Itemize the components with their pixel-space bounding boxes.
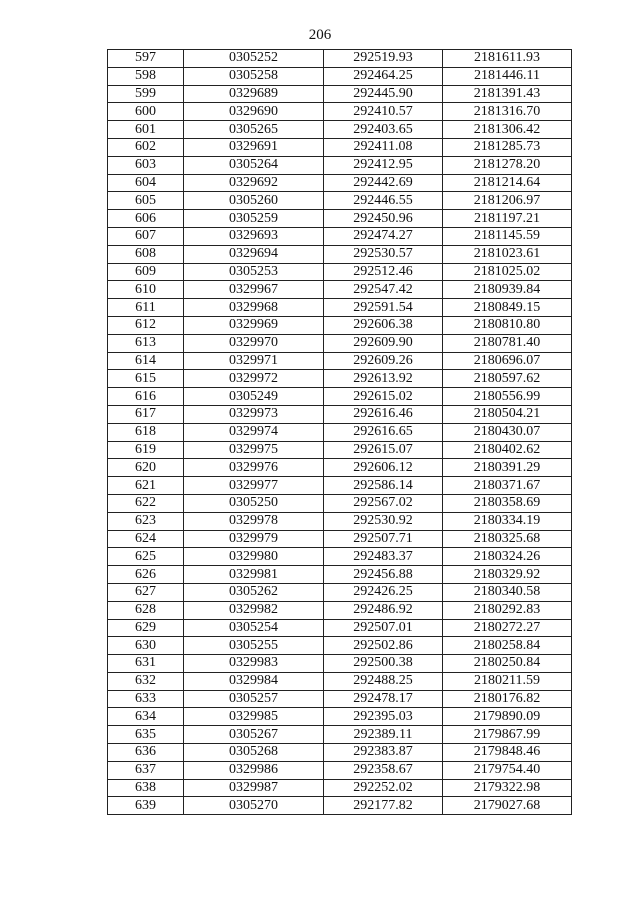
row-index-cell: 603	[108, 156, 184, 174]
point-id-cell: 0305257	[184, 690, 324, 708]
y-coordinate-cell: 2180292.83	[443, 601, 572, 619]
x-coordinate-cell: 292586.14	[324, 477, 443, 495]
point-id-cell: 0329694	[184, 245, 324, 263]
row-index-cell: 622	[108, 494, 184, 512]
coordinates-table	[107, 49, 572, 815]
row-index-cell: 626	[108, 566, 184, 584]
point-id-cell: 0329977	[184, 477, 324, 495]
x-coordinate-cell: 292474.27	[324, 227, 443, 245]
point-id-cell: 0329976	[184, 459, 324, 477]
table-row	[108, 388, 572, 406]
point-id-cell: 0329985	[184, 708, 324, 726]
y-coordinate-cell: 2180211.59	[443, 672, 572, 690]
row-index-cell: 609	[108, 263, 184, 281]
y-coordinate-cell: 2179322.98	[443, 779, 572, 797]
row-index-cell: 624	[108, 530, 184, 548]
row-index-cell: 598	[108, 67, 184, 85]
table-row	[108, 316, 572, 334]
x-coordinate-cell: 292426.25	[324, 583, 443, 601]
y-coordinate-cell: 2180402.62	[443, 441, 572, 459]
y-coordinate-cell: 2179754.40	[443, 761, 572, 779]
table-row	[108, 672, 572, 690]
x-coordinate-cell: 292456.88	[324, 566, 443, 584]
y-coordinate-cell: 2180176.82	[443, 690, 572, 708]
row-index-cell: 611	[108, 299, 184, 317]
y-coordinate-cell: 2180556.99	[443, 388, 572, 406]
table-row	[108, 477, 572, 495]
row-index-cell: 613	[108, 334, 184, 352]
table-row	[108, 459, 572, 477]
x-coordinate-cell: 292616.46	[324, 405, 443, 423]
y-coordinate-cell: 2180358.69	[443, 494, 572, 512]
point-id-cell: 0329969	[184, 316, 324, 334]
table-row	[108, 761, 572, 779]
row-index-cell: 610	[108, 281, 184, 299]
table-row	[108, 156, 572, 174]
point-id-cell: 0305267	[184, 726, 324, 744]
point-id-cell: 0329692	[184, 174, 324, 192]
row-index-cell: 614	[108, 352, 184, 370]
table-row	[108, 67, 572, 85]
point-id-cell: 0329974	[184, 423, 324, 441]
y-coordinate-cell: 2180939.84	[443, 281, 572, 299]
x-coordinate-cell: 292483.37	[324, 548, 443, 566]
y-coordinate-cell: 2180340.58	[443, 583, 572, 601]
point-id-cell: 0305268	[184, 744, 324, 762]
table-row	[108, 744, 572, 762]
row-index-cell: 638	[108, 779, 184, 797]
point-id-cell: 0305258	[184, 67, 324, 85]
table-row	[108, 655, 572, 673]
point-id-cell: 0305254	[184, 619, 324, 637]
table-row	[108, 352, 572, 370]
x-coordinate-cell: 292502.86	[324, 637, 443, 655]
row-index-cell: 639	[108, 797, 184, 815]
table-row	[108, 103, 572, 121]
x-coordinate-cell: 292615.07	[324, 441, 443, 459]
row-index-cell: 628	[108, 601, 184, 619]
y-coordinate-cell: 2180696.07	[443, 352, 572, 370]
row-index-cell: 600	[108, 103, 184, 121]
table-row	[108, 299, 572, 317]
x-coordinate-cell: 292530.92	[324, 512, 443, 530]
table-row	[108, 548, 572, 566]
y-coordinate-cell: 2180250.84	[443, 655, 572, 673]
y-coordinate-cell: 2181023.61	[443, 245, 572, 263]
x-coordinate-cell: 292478.17	[324, 690, 443, 708]
point-id-cell: 0329968	[184, 299, 324, 317]
y-coordinate-cell: 2181025.02	[443, 263, 572, 281]
row-index-cell: 630	[108, 637, 184, 655]
table-row	[108, 174, 572, 192]
point-id-cell: 0305250	[184, 494, 324, 512]
x-coordinate-cell: 292446.55	[324, 192, 443, 210]
row-index-cell: 599	[108, 85, 184, 103]
point-id-cell: 0305262	[184, 583, 324, 601]
table-row	[108, 281, 572, 299]
table-row	[108, 50, 572, 68]
y-coordinate-cell: 2181285.73	[443, 138, 572, 156]
row-index-cell: 636	[108, 744, 184, 762]
table-row	[108, 210, 572, 228]
row-index-cell: 635	[108, 726, 184, 744]
point-id-cell: 0329982	[184, 601, 324, 619]
x-coordinate-cell: 292358.67	[324, 761, 443, 779]
y-coordinate-cell: 2181214.64	[443, 174, 572, 192]
row-index-cell: 604	[108, 174, 184, 192]
y-coordinate-cell: 2181611.93	[443, 50, 572, 68]
point-id-cell: 0329980	[184, 548, 324, 566]
row-index-cell: 605	[108, 192, 184, 210]
table-row	[108, 370, 572, 388]
table-row	[108, 85, 572, 103]
point-id-cell: 0329983	[184, 655, 324, 673]
row-index-cell: 621	[108, 477, 184, 495]
y-coordinate-cell: 2180810.80	[443, 316, 572, 334]
point-id-cell: 0329978	[184, 512, 324, 530]
x-coordinate-cell: 292609.90	[324, 334, 443, 352]
point-id-cell: 0329973	[184, 405, 324, 423]
table-row	[108, 423, 572, 441]
row-index-cell: 606	[108, 210, 184, 228]
x-coordinate-cell: 292445.90	[324, 85, 443, 103]
y-coordinate-cell: 2179027.68	[443, 797, 572, 815]
x-coordinate-cell: 292567.02	[324, 494, 443, 512]
x-coordinate-cell: 292609.26	[324, 352, 443, 370]
table-row	[108, 494, 572, 512]
point-id-cell: 0305253	[184, 263, 324, 281]
point-id-cell: 0329690	[184, 103, 324, 121]
row-index-cell: 627	[108, 583, 184, 601]
x-coordinate-cell: 292606.38	[324, 316, 443, 334]
table-row	[108, 619, 572, 637]
row-index-cell: 619	[108, 441, 184, 459]
table-row	[108, 405, 572, 423]
x-coordinate-cell: 292530.57	[324, 245, 443, 263]
x-coordinate-cell: 292486.92	[324, 601, 443, 619]
point-id-cell: 0329972	[184, 370, 324, 388]
x-coordinate-cell: 292389.11	[324, 726, 443, 744]
x-coordinate-cell: 292606.12	[324, 459, 443, 477]
y-coordinate-cell: 2180781.40	[443, 334, 572, 352]
table-row	[108, 512, 572, 530]
x-coordinate-cell: 292411.08	[324, 138, 443, 156]
row-index-cell: 620	[108, 459, 184, 477]
row-index-cell: 607	[108, 227, 184, 245]
row-index-cell: 632	[108, 672, 184, 690]
y-coordinate-cell: 2181145.59	[443, 227, 572, 245]
table-row	[108, 583, 572, 601]
y-coordinate-cell: 2180430.07	[443, 423, 572, 441]
row-index-cell: 633	[108, 690, 184, 708]
row-index-cell: 618	[108, 423, 184, 441]
x-coordinate-cell: 292547.42	[324, 281, 443, 299]
row-index-cell: 625	[108, 548, 184, 566]
x-coordinate-cell: 292403.65	[324, 121, 443, 139]
point-id-cell: 0329986	[184, 761, 324, 779]
point-id-cell: 0329967	[184, 281, 324, 299]
y-coordinate-cell: 2180849.15	[443, 299, 572, 317]
row-index-cell: 615	[108, 370, 184, 388]
x-coordinate-cell: 292507.01	[324, 619, 443, 637]
x-coordinate-cell: 292177.82	[324, 797, 443, 815]
x-coordinate-cell: 292591.54	[324, 299, 443, 317]
point-id-cell: 0305265	[184, 121, 324, 139]
point-id-cell: 0305260	[184, 192, 324, 210]
x-coordinate-cell: 292252.02	[324, 779, 443, 797]
table-row	[108, 441, 572, 459]
page-number: 206	[308, 27, 332, 43]
row-index-cell: 601	[108, 121, 184, 139]
table-row	[108, 779, 572, 797]
x-coordinate-cell: 292519.93	[324, 50, 443, 68]
x-coordinate-cell: 292613.92	[324, 370, 443, 388]
y-coordinate-cell: 2180391.29	[443, 459, 572, 477]
row-index-cell: 597	[108, 50, 184, 68]
x-coordinate-cell: 292450.96	[324, 210, 443, 228]
table-row	[108, 121, 572, 139]
row-index-cell: 602	[108, 138, 184, 156]
y-coordinate-cell: 2181197.21	[443, 210, 572, 228]
point-id-cell: 0305264	[184, 156, 324, 174]
point-id-cell: 0305255	[184, 637, 324, 655]
y-coordinate-cell: 2181206.97	[443, 192, 572, 210]
table-row	[108, 227, 572, 245]
table-row	[108, 566, 572, 584]
y-coordinate-cell: 2180325.68	[443, 530, 572, 548]
row-index-cell: 629	[108, 619, 184, 637]
point-id-cell: 0305259	[184, 210, 324, 228]
x-coordinate-cell: 292442.69	[324, 174, 443, 192]
table-row	[108, 637, 572, 655]
row-index-cell: 608	[108, 245, 184, 263]
point-id-cell: 0329984	[184, 672, 324, 690]
point-id-cell: 0329987	[184, 779, 324, 797]
y-coordinate-cell: 2181446.11	[443, 67, 572, 85]
point-id-cell: 0329975	[184, 441, 324, 459]
x-coordinate-cell: 292383.87	[324, 744, 443, 762]
table-row	[108, 726, 572, 744]
point-id-cell: 0329981	[184, 566, 324, 584]
row-index-cell: 631	[108, 655, 184, 673]
x-coordinate-cell: 292512.46	[324, 263, 443, 281]
x-coordinate-cell: 292412.95	[324, 156, 443, 174]
y-coordinate-cell: 2181391.43	[443, 85, 572, 103]
table-row	[108, 690, 572, 708]
point-id-cell: 0329979	[184, 530, 324, 548]
y-coordinate-cell: 2180371.67	[443, 477, 572, 495]
point-id-cell: 0305270	[184, 797, 324, 815]
x-coordinate-cell: 292464.25	[324, 67, 443, 85]
x-coordinate-cell: 292395.03	[324, 708, 443, 726]
table-row	[108, 192, 572, 210]
y-coordinate-cell: 2179848.46	[443, 744, 572, 762]
table-row	[108, 138, 572, 156]
point-id-cell: 0329970	[184, 334, 324, 352]
row-index-cell: 616	[108, 388, 184, 406]
y-coordinate-cell: 2180329.92	[443, 566, 572, 584]
x-coordinate-cell: 292410.57	[324, 103, 443, 121]
x-coordinate-cell: 292507.71	[324, 530, 443, 548]
x-coordinate-cell: 292500.38	[324, 655, 443, 673]
row-index-cell: 617	[108, 405, 184, 423]
row-index-cell: 634	[108, 708, 184, 726]
point-id-cell: 0305249	[184, 388, 324, 406]
table-row	[108, 334, 572, 352]
y-coordinate-cell: 2180504.21	[443, 405, 572, 423]
y-coordinate-cell: 2180258.84	[443, 637, 572, 655]
y-coordinate-cell: 2181278.20	[443, 156, 572, 174]
table-row	[108, 708, 572, 726]
y-coordinate-cell: 2180324.26	[443, 548, 572, 566]
point-id-cell: 0329693	[184, 227, 324, 245]
x-coordinate-cell: 292616.65	[324, 423, 443, 441]
row-index-cell: 623	[108, 512, 184, 530]
y-coordinate-cell: 2180272.27	[443, 619, 572, 637]
point-id-cell: 0329689	[184, 85, 324, 103]
x-coordinate-cell: 292615.02	[324, 388, 443, 406]
point-id-cell: 0329971	[184, 352, 324, 370]
x-coordinate-cell: 292488.25	[324, 672, 443, 690]
table-row	[108, 263, 572, 281]
y-coordinate-cell: 2179867.99	[443, 726, 572, 744]
y-coordinate-cell: 2181306.42	[443, 121, 572, 139]
coordinates-table-body	[108, 50, 572, 815]
point-id-cell: 0305252	[184, 50, 324, 68]
row-index-cell: 637	[108, 761, 184, 779]
y-coordinate-cell: 2181316.70	[443, 103, 572, 121]
row-index-cell: 612	[108, 316, 184, 334]
y-coordinate-cell: 2180597.62	[443, 370, 572, 388]
table-row	[108, 245, 572, 263]
y-coordinate-cell: 2179890.09	[443, 708, 572, 726]
table-row	[108, 797, 572, 815]
y-coordinate-cell: 2180334.19	[443, 512, 572, 530]
table-row	[108, 601, 572, 619]
table-row	[108, 530, 572, 548]
point-id-cell: 0329691	[184, 138, 324, 156]
